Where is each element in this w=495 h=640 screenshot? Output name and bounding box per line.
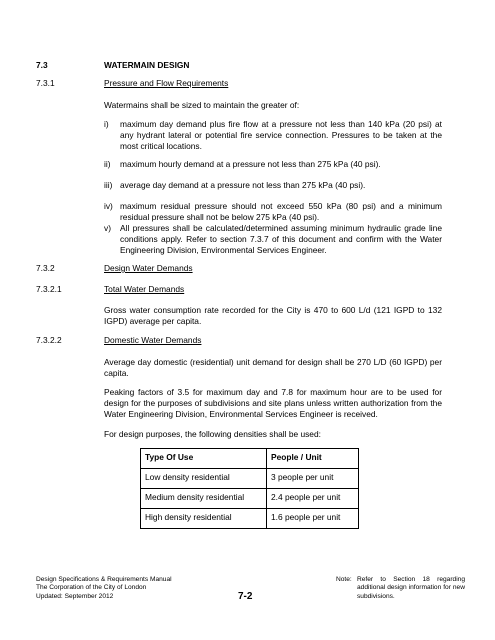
- total-demand-paragraph: Gross water consumption rate recorded for the City is 470 to 600 L/d (121 IGPD to 132 IGPD) average per capita.: [104, 305, 442, 326]
- table-header-row: [141, 449, 359, 469]
- list-text: All pressures shall be calculated/determined assuming minimum hydraulic grade line conditions apply. Refer to section 7.3.7 of this document and confirm with the Water Engineering Division, Environmental Services Engineer.: [120, 223, 442, 255]
- list-marker: ii): [104, 159, 111, 169]
- section-number: 7.3: [36, 60, 48, 70]
- subsection-title-7-3-1: Pressure and Flow Requirements: [104, 78, 229, 88]
- footer-note-text: Refer to Section 18 regarding additional design information for new subdivisions.: [357, 576, 465, 600]
- subsection-number-7-3-2-1: 7.3.2.1: [36, 284, 62, 294]
- table-cell: 1.6 people per unit: [267, 509, 359, 529]
- list-item: [104, 201, 442, 223]
- subsection-number-7-3-2: 7.3.2: [36, 263, 55, 273]
- table-header-people: People / Unit: [267, 449, 359, 469]
- density-table: [140, 448, 359, 529]
- subsection-title-7-3-2-1: Total Water Demands: [104, 284, 185, 294]
- table-cell: Medium density residential: [141, 489, 267, 509]
- intro-paragraph: Watermains shall be sized to maintain the greater of:: [104, 100, 300, 110]
- list-marker: i): [104, 119, 109, 129]
- table-cell: High density residential: [141, 509, 267, 529]
- table-cell: 3 people per unit: [267, 469, 359, 489]
- section-title: WATERMAIN DESIGN: [104, 60, 190, 70]
- footer-note-label: Note:: [336, 576, 352, 583]
- list-item: [104, 180, 442, 191]
- table-cell: Low density residential: [141, 469, 267, 489]
- footer-manual-title: Design Specifications & Requirements Manual: [36, 576, 172, 583]
- list-item: [104, 119, 442, 152]
- table-row: [141, 509, 359, 529]
- table-row: [141, 489, 359, 509]
- peaking-factors-paragraph: Peaking factors of 3.5 for maximum day and 7.8 for maximum hour are to be used for design for the purposes of subdivisions and site plans unless written authorization from the Water Engineering Division, Environmental Services Engineer is received.: [104, 387, 442, 419]
- table-header-type: Type Of Use: [141, 449, 267, 469]
- list-text: maximum residual pressure should not exceed 550 kPa (80 psi) and a minimum residual pressure shall not be below 275 kPa (40 psi).: [120, 201, 442, 222]
- list-item: [104, 159, 442, 170]
- list-text: maximum day demand plus fire flow at a pressure not less than 140 kPa (20 psi) at any hydrant lateral or potential fire service connection. Pressures to be taken at the most critical locations.: [120, 119, 442, 151]
- domestic-demand-paragraph: Average day domestic (residential) unit demand for design shall be 270 L/D (60 IGPD) per capita.: [104, 357, 442, 378]
- list-marker: iii): [104, 180, 113, 190]
- footer-updated: Updated: September 2012: [36, 593, 114, 600]
- table-row: [141, 469, 359, 489]
- subsection-title-7-3-2: Design Water Demands: [104, 263, 193, 273]
- list-text: maximum hourly demand at a pressure not less than 275 kPa (40 psi).: [120, 159, 381, 169]
- densities-intro: For design purposes, the following densities shall be used:: [104, 429, 321, 439]
- footer-organization: The Corporation of the City of London: [36, 584, 147, 591]
- subsection-number-7-3-2-2: 7.3.2.2: [36, 335, 62, 345]
- list-item: [104, 223, 442, 256]
- list-marker: iv): [104, 201, 113, 211]
- list-marker: v): [104, 223, 111, 233]
- subsection-title-7-3-2-2: Domestic Water Demands: [104, 335, 202, 345]
- page-number: 7-2: [238, 591, 253, 602]
- subsection-number-7-3-1: 7.3.1: [36, 78, 55, 88]
- list-text: average day demand at a pressure not less than 275 kPa (40 psi).: [120, 180, 366, 190]
- table-cell: 2.4 people per unit: [267, 489, 359, 509]
